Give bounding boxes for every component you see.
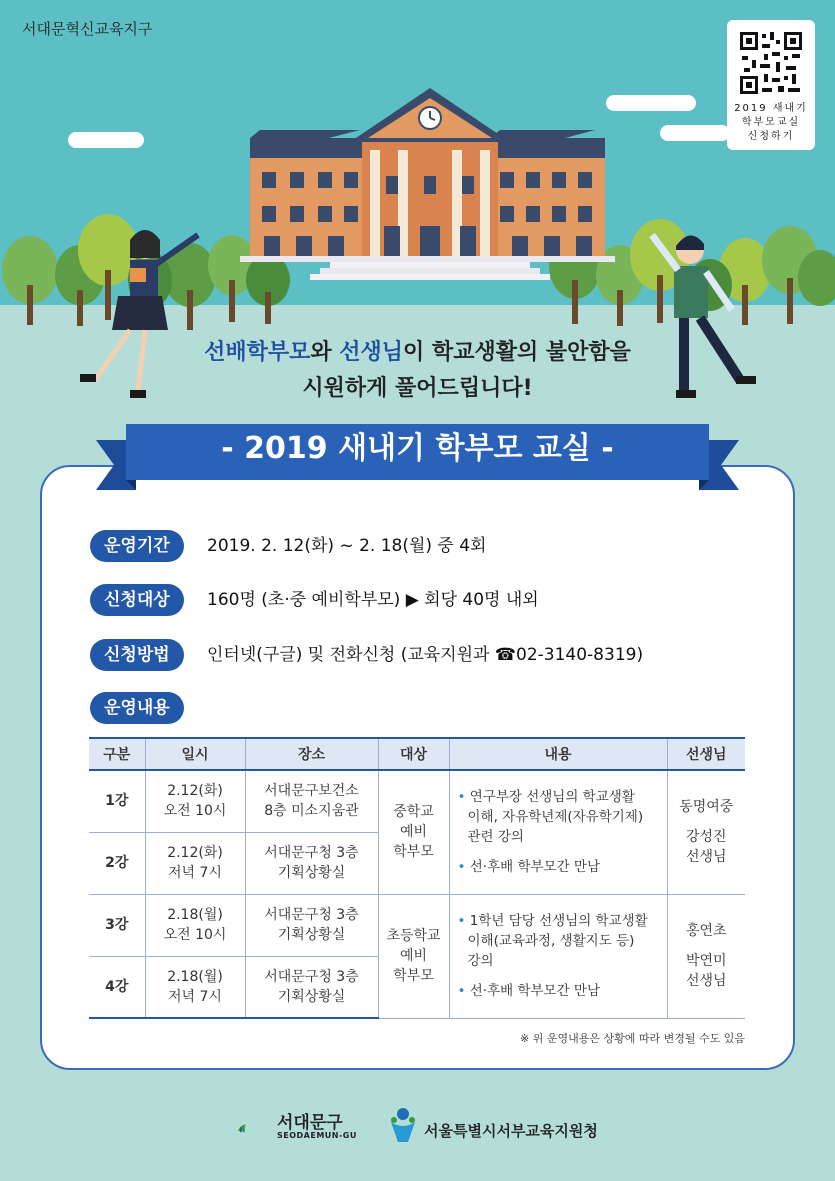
session-number: 3강 [89,894,145,956]
content-item [458,787,667,807]
session-teacher [667,894,745,1018]
content-item [458,911,667,931]
date-text: 2.12(화) [167,783,223,800]
district-name: 서대문혁신교육지구 [22,20,153,38]
session-place [245,956,378,1018]
seodaemun-name: 서대문구 [277,1113,343,1133]
session-number: 4강 [89,956,145,1018]
session-number: 2강 [89,832,145,894]
bullet-icon: • [457,859,470,876]
content-text: 선·후배 학부모간 만남 [469,859,601,876]
value-target: 160명 (초·중 예비학부모) ▶ 회당 40명 내외 [207,590,539,610]
session-datetime [145,770,245,832]
qr-caption-line: 학부모교실 [741,117,801,128]
place-text: 서대문구보건소 [264,783,359,800]
column-header: 일시 [145,738,245,770]
time-text: 저녁 7시 [168,865,222,881]
place-text: 서대문구청 3층 [264,968,359,985]
teacher-name: 강성진 [685,829,727,846]
date-text: 2.18(월) [167,907,223,923]
column-header: 구분 [89,738,145,770]
session-datetime [145,956,245,1018]
school-text: 동명여중 [679,799,734,816]
notice-text: ※ 위 운영내용은 상황에 따라 변경될 수도 있음 [520,1032,745,1045]
target-text: 학부모 [393,968,434,984]
place-text: 서대문구청 3층 [264,907,359,923]
column-header: 장소 [245,738,378,770]
schedule-table [89,737,745,1019]
date-text: 2.18(월) [167,968,223,985]
session-place [245,832,378,894]
session-place [245,770,378,832]
table-header-row [89,738,745,770]
label-period: 운영기간 [90,530,184,562]
headline-line-1 [0,335,835,371]
target-text: 예비 [399,948,428,964]
session-teacher [667,770,745,894]
headline-text: 이 학교생활의 불안함을 [403,340,631,365]
label-program: 운영내용 [90,692,184,724]
place-text: 기획상황실 [277,988,346,1005]
content-text: 이해(교육과정, 생활지도 등) [467,933,635,949]
teacher-title: 선생님 [685,849,727,866]
teacher-name: 박연미 [685,953,727,969]
place-text: 8층 미소지움관 [264,803,359,820]
headline-highlight: 선배학부모 [204,340,311,365]
place-text: 서대문구청 3층 [264,845,359,861]
session-target [378,770,449,894]
session-number: 1강 [89,770,145,832]
session-place [245,894,378,956]
date-text: 2.12(화) [167,845,223,861]
place-text: 기획상황실 [277,927,346,943]
teacher-title: 선생님 [685,973,727,989]
value-apply-method: 인터넷(구글) 및 전화신청 (교육지원과 ☎02-3140-8319) [207,645,644,665]
table-row [89,770,745,832]
content-text: 연구부장 선생님의 학교생활 [469,789,635,806]
content-item [458,857,667,877]
qr-caption-line: 2019 새내기 [734,103,808,114]
seodaemun-english-name: SEODAEMUN-GU [277,1131,357,1140]
school-text: 홍연초 [685,923,727,939]
content-text: 관련 강의 [467,829,524,846]
bullet-icon: • [457,789,470,806]
session-content [449,770,667,894]
place-text: 기획상황실 [277,865,346,881]
value-period: 2019. 2. 12(화) ~ 2. 18(월) 중 4회 [207,536,487,556]
headline-line-2: 시원하게 풀어드립니다! [302,376,533,401]
headline [0,335,835,407]
target-text: 학부모 [393,844,434,861]
session-datetime [145,832,245,894]
school-building [240,88,615,280]
column-header: 선생님 [667,738,745,770]
label-target: 신청대상 [90,584,184,616]
headline-highlight: 선생님 [339,340,404,365]
target-text: 중학교 [393,804,434,821]
program-title: - 2019 새내기 학부모 교실 - [221,431,614,466]
content-item [458,981,667,1001]
content-text: 선·후배 학부모간 만남 [469,983,601,999]
education-office-logo-icon [388,1106,418,1146]
content-text: 이해, 자유학년제(자유학기제) [467,809,644,826]
seodaemun-logo-icon [237,1108,273,1148]
target-text: 예비 [399,824,428,841]
qr-caption-line: 신청하기 [747,131,795,142]
session-datetime [145,894,245,956]
bullet-icon: • [457,983,470,999]
time-text: 오전 10시 [163,803,227,820]
content-text: 1학년 담당 선생님의 학교생활 [469,913,648,929]
column-header: 내용 [449,738,667,770]
label-apply-method: 신청방법 [90,639,184,671]
column-header: 대상 [378,738,449,770]
headline-text: 와 [310,340,340,365]
bullet-icon: • [457,913,470,929]
time-text: 저녁 7시 [168,988,222,1005]
target-text: 초등학교 [386,928,441,944]
table-row [89,894,745,956]
session-content [449,894,667,1018]
content-text: 강의 [467,953,494,969]
time-text: 오전 10시 [163,927,227,943]
education-office-name: 서울특별시서부교육지원청 [424,1122,598,1140]
session-target [378,894,449,1018]
